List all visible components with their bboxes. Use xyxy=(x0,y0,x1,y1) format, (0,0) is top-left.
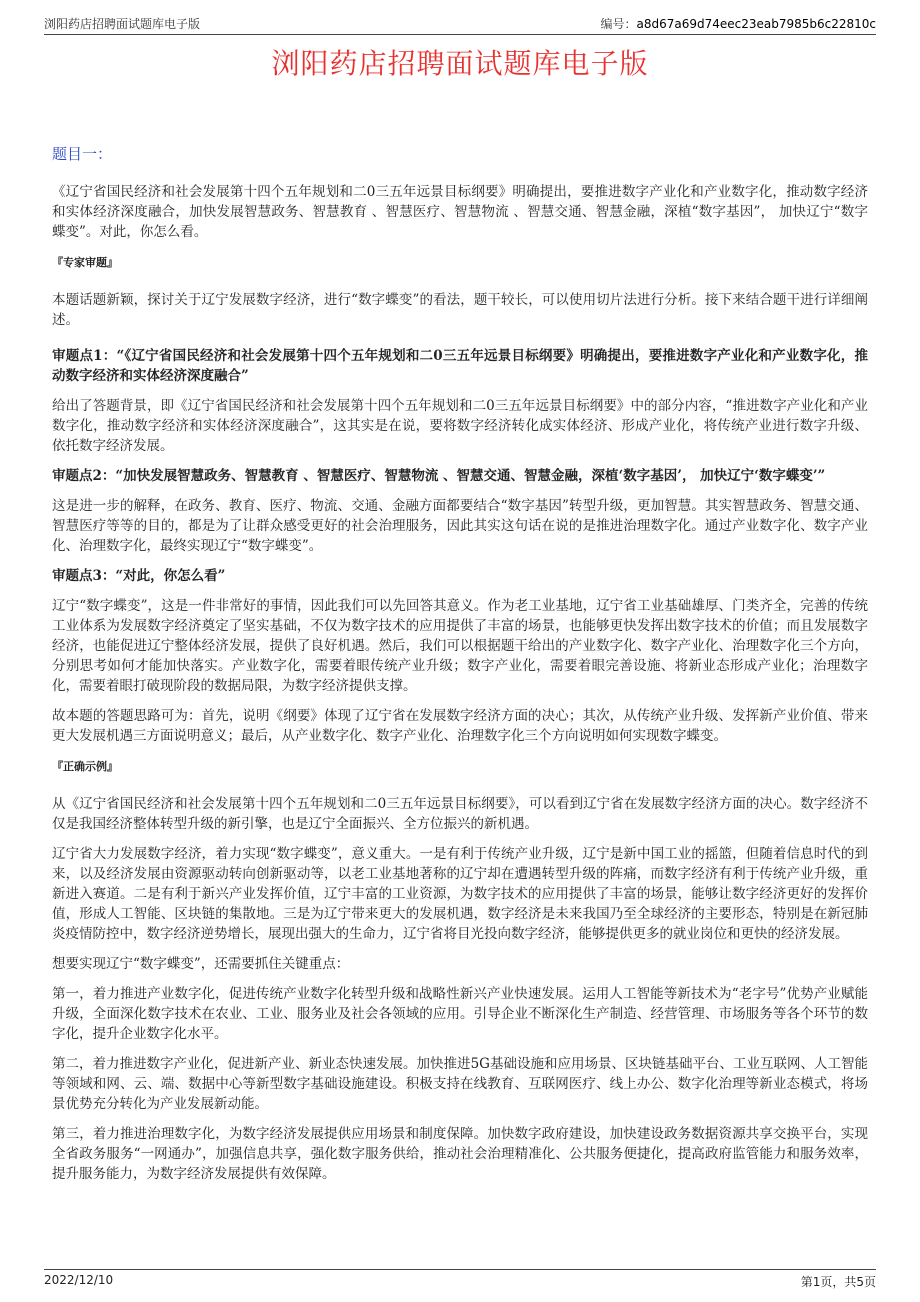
point-2-heading: 审题点2：“加快发展智慧政务、智慧教育 、智慧医疗、智慧物流 、智慧交通、智慧金融，深植‘数字基因’， 加快辽宁‘数字蝶变’” xyxy=(52,468,826,484)
example-paragraph: 想要实现辽宁“数字蝶变”，还需要抓住关键重点： xyxy=(52,956,350,972)
expert-intro: 本题话题新颖，探讨关于辽宁发展数字经济，进行“数字蝶变”的看法，题干较长，可以使用切片法进行分析。接下来结合题干进行详细阐述。 xyxy=(52,292,868,328)
header-code-label: 编号： xyxy=(600,17,637,31)
example-paragraph: 第三，着力推进治理数字化，为数字经济发展提供应用场景和制度保障。加快数字政府建设，加快建设政务数据资源共享交换平台，实现全省政务服务“一网通办”，加强信息共享，强化数字服务供给，推动社会治理精准化、公共服务便捷化，提高政府监管能力和服务效率，提升服务能力，为数字经济发展提供有效保障。 xyxy=(52,1126,868,1182)
page-footer xyxy=(44,1269,876,1292)
example-paragraph: 辽宁省大力发展数字经济，着力实现“数字蝶变”，意义重大。一是有利于传统产业升级，辽宁是新中国工业的摇篮，但随着信息时代的到来，以及经济发展由资源驱动转向创新驱动等，以老工业基地著称的辽宁却在遭遇转型升级的阵痛，而数字经济有利于传统产业升级，重新进入赛道。二是有利于新兴产业发挥价值，辽宁丰富的工业资源，为数字技术的应用提供了丰富的场景，能够让数字经济更好的发挥价值，形成人工智能、区块链的集散地。三是为辽宁带来更大的发展机遇，数字经济是未来我国乃至全球经济的主要形态，特别是在新冠肺炎疫情防控中，数字经济逆势增长，展现出强大的生命力，辽宁省将目光投向数字经济，能够提供更多的就业岗位和更快的经济发展。 xyxy=(52,846,868,942)
example-paragraph: 第二，着力推进数字产业化，促进新产业、新业态快速发展。加快推进5G基础设施和应用场景、区块链基础平台、工业互联网、人工智能等领域和网、云、端、数据中心等新型数字基础设施建设。积极支持在线教育、互联网医疗、线上办公、数字化治理等新业态模式，将场景优势充分转化为产业发展新动能。 xyxy=(52,1056,868,1112)
footer-page-number: 第1页，共5页 xyxy=(800,1275,876,1289)
point-1-heading: 审题点1：“《辽宁省国民经济和社会发展第十四个五年规划和二0三五年远景目标纲要》明确提出，要推进数字产业化和产业数字化，推动数字经济和实体经济深度融合” xyxy=(52,348,868,384)
header-doc-code xyxy=(600,15,876,32)
point-2-body: 这是进一步的解释，在政务、教育、医疗、物流、交通、金融方面都要结合“数字基因”转型升级，更加智慧。其实智慧政务、智慧交通、智慧医疗等等的目的，都是为了让群众感受更好的社会治理服务，因此其实这句话在说的是推进治理数字化。通过产业数字化、数字产业化、治理数字化，最终实现辽宁“数字蝶变”。 xyxy=(52,498,868,554)
header-code-value: a8d67a69d74eec23eab7985b6c22810c xyxy=(636,17,876,31)
point-1-body: 给出了答题背景，即《辽宁省国民经济和社会发展第十四个五年规划和二0三五年远景目标纲要》中的部分内容，“推进数字产业化和产业数字化，推动数字经济和实体经济深度融合”，这其实是在说，要将数字经济转化成实体经济、形成产业化，将传统产业进行数字升级、依托数字经济发展。 xyxy=(52,398,868,454)
document-body xyxy=(52,143,868,1194)
page-header xyxy=(44,12,876,35)
point-3-body: 辽宁“数字蝶变”，这是一件非常好的事情，因此我们可以先回答其意义。作为老工业基地，辽宁省工业基础雄厚、门类齐全，完善的传统工业体系为发展数字经济奠定了坚实基础，不仅为数字技术的应用提供了丰富的场景，也能够更快发挥出数字技术的价值；而且发展数字经济，也能促进辽宁整体经济发展，提供了良好机遇。然后，我们可以根据题干给出的产业数字化、数字产业化、治理数字化三个方向，分别思考如何才能加快落实。产业数字化，需要着眼传统产业升级；数字产业化，需要着眼完善设施、将新业态形成产业化；治理数字化，需要着眼打破现阶段的数据局限，为数字经济提供支撑。 xyxy=(52,598,868,694)
question-text: 《辽宁省国民经济和社会发展第十四个五年规划和二0三五年远景目标纲要》明确提出，要推进数字产业化和产业数字化，推动数字经济和实体经济深度融合，加快发展智慧政务、智慧教育 、智慧医疗、智慧物流 、智慧交通、智慧金融，深植“数字基因”， 加快辽宁“数字蝶变”。对此，你怎么看。 xyxy=(52,184,868,240)
expert-review-tag: 『专家审题』 xyxy=(52,256,118,269)
expert-summary: 故本题的答题思路可为：首先，说明《纲要》体现了辽宁省在发展数字经济方面的决心；其次，从传统产业升级、发挥新产业价值、带来更大发展机遇三方面说明意义；最后，从产业数字化、数字产业化、治理数字化三个方向说明如何实现数字蝶变。 xyxy=(52,708,868,744)
example-paragraph: 第一，着力推进产业数字化，促进传统产业数字化转型升级和战略性新兴产业快速发展。运用人工智能等新技术为“老字号”优势产业赋能升级，全面深化数字技术在农业、工业、服务业及社会各领域的应用。引导企业不断深化生产制造、经营管理、市场服务等各个环节的数字化，提升企业数字化水平。 xyxy=(52,986,868,1042)
footer-date: 2022/12/10 xyxy=(44,1273,114,1287)
header-doc-title: 浏阳药店招聘面试题库电子版 xyxy=(44,17,201,31)
example-paragraph: 从《辽宁省国民经济和社会发展第十四个五年规划和二0三五年远景目标纲要》，可以看到辽宁省在发展数字经济方面的决心。数字经济不仅是我国经济整体转型升级的新引擎，也是辽宁全面振兴、全方位振兴的新机遇。 xyxy=(52,796,868,832)
correct-example-tag: 『正确示例』 xyxy=(52,760,118,773)
point-3-heading: 审题点3：“对此，你怎么看” xyxy=(52,568,226,584)
page-title: 浏阳药店招聘面试题库电子版 xyxy=(271,47,649,80)
question-heading: 题目一： xyxy=(52,145,113,163)
